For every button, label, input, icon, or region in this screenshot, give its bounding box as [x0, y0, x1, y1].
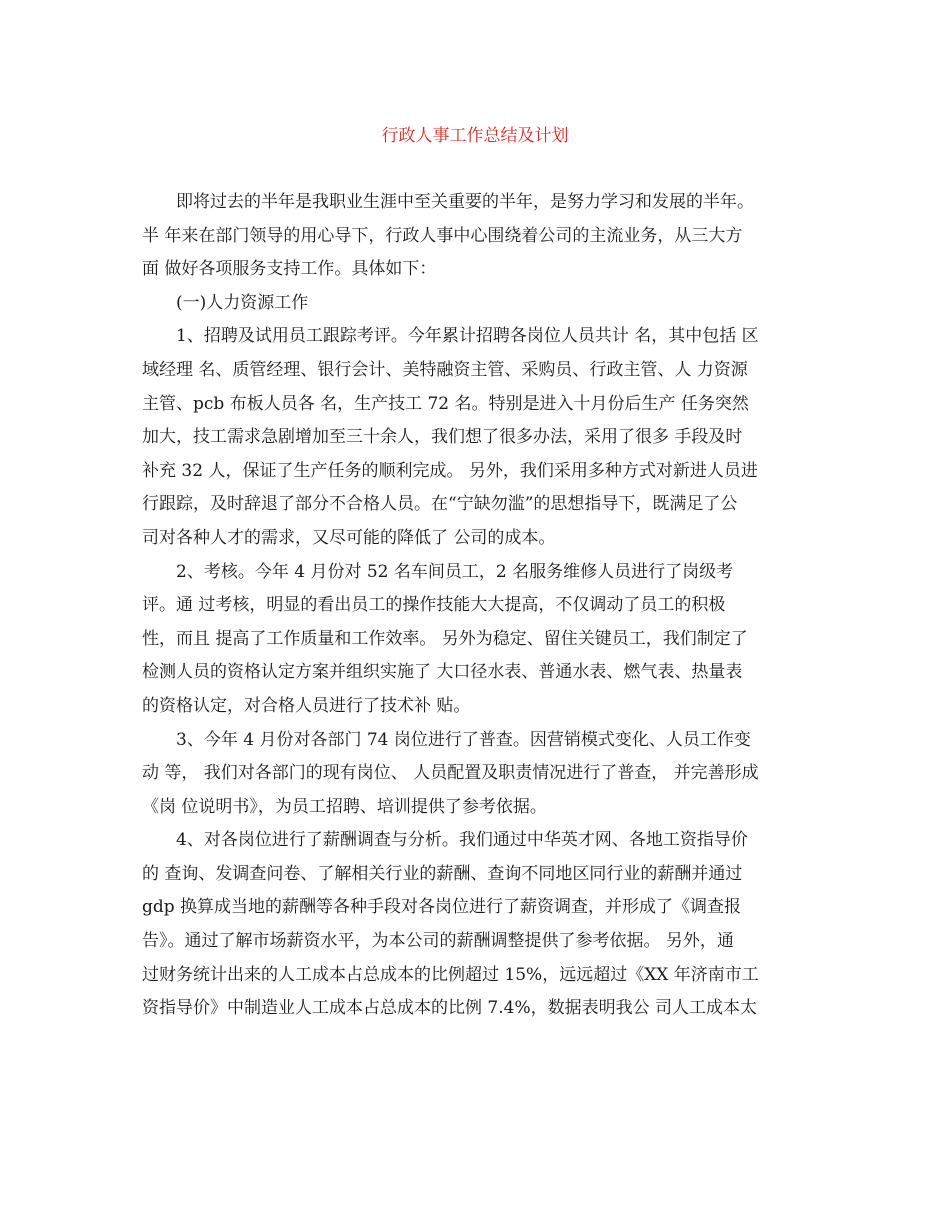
text-line: 域经理 名、质管经理、银行会计、美特融资主管、采购员、行政主管、人 力资源	[142, 359, 748, 380]
text-line: 评。通 过考核，明显的看出员工的操作技能大大提高，不仅调动了员工的积极	[142, 595, 726, 616]
text-line: 司对各种人才的需求，又尽可能的降低了 公司的成本。	[142, 527, 556, 548]
text-line: 的资格认定，对合格人员进行了技术补 贴。	[142, 695, 471, 716]
text-line: 1、招聘及试用员工跟踪考评。今年累计招聘各岗位人员共计 名，其中包括 区	[176, 326, 759, 347]
text-line: 2、考核。今年 4 月份对 52 名车间员工，2 名服务维修人员进行了岗级考	[176, 561, 734, 582]
text-line: 动 等， 我们对各部门的现有岗位、 人员配置及职责情况进行了普查， 并完善形成	[142, 763, 759, 784]
text-line: 3、今年 4 月份对各部门 74 岗位进行了普查。因营销模式变化、人员工作变	[176, 729, 751, 750]
text-line: 补充 32 人，保证了生产任务的顺利完成。 另外，我们采用多种方式对新进人员进	[142, 460, 758, 481]
text-line: 加大，技工需求急剧增加至三十余人，我们想了很多办法，采用了很多 手段及时	[142, 427, 743, 448]
text-line: 告》。通过了解市场薪资水平，为本公司的薪酬调整提供了参考依据。 另外，通	[142, 931, 734, 952]
text-line: 主管、pcb 布板人员各 名，生产技工 72 名。特别是进入十月份后生产 任务突然	[142, 393, 749, 414]
text-line: 《岗 位说明书》，为员工招聘、培训提供了参考依据。	[142, 796, 547, 817]
text-line: 检测人员的资格认定方案并组织实施了 大口径水表、普通水表、燃气表、热量表	[142, 662, 743, 683]
document-title: 行政人事工作总结及计划	[381, 126, 569, 146]
text-line: 过财务统计出来的人工成本占总成本的比例超过 15%，远远超过《XX 年济南市工	[142, 964, 759, 985]
text-line: 资指导价》中制造业人工成本占总成本的比例 7.4%，数据表明我公 司人工成本太	[142, 998, 757, 1019]
text-line: 的 查询、发调查问卷、了解相关行业的薪酬、查询不同地区同行业的薪酬并通过	[142, 863, 743, 884]
document-body	[142, 186, 822, 1026]
text-line: 性，而且 提高了工作质量和工作效率。 另外为稳定、留住关键员工，我们制定了	[142, 628, 748, 649]
text-line: 即将过去的半年是我职业生涯中至关重要的半年，是努力学习和发展的半年。	[176, 192, 754, 212]
text-line: 行跟踪，及时辞退了部分不合格人员。在“宁缺勿滥”的思想指导下，既满足了公	[142, 494, 738, 515]
text-line: 4、对各岗位进行了薪酬调查与分析。我们通过中华英才网、各地工资指导价	[176, 830, 748, 851]
text-line: 半 年来在部门领导的用心导下，行政人事中心围绕着公司的主流业务，从三大方	[142, 225, 743, 246]
text-line: gdp 换算成当地的薪酬等各种手段对各岗位进行了薪资调查，并形成了《调查报	[142, 897, 742, 918]
text-line: 面 做好各项服务支持工作。具体如下：	[142, 259, 437, 280]
text-line: (一)人力资源工作	[176, 292, 309, 313]
